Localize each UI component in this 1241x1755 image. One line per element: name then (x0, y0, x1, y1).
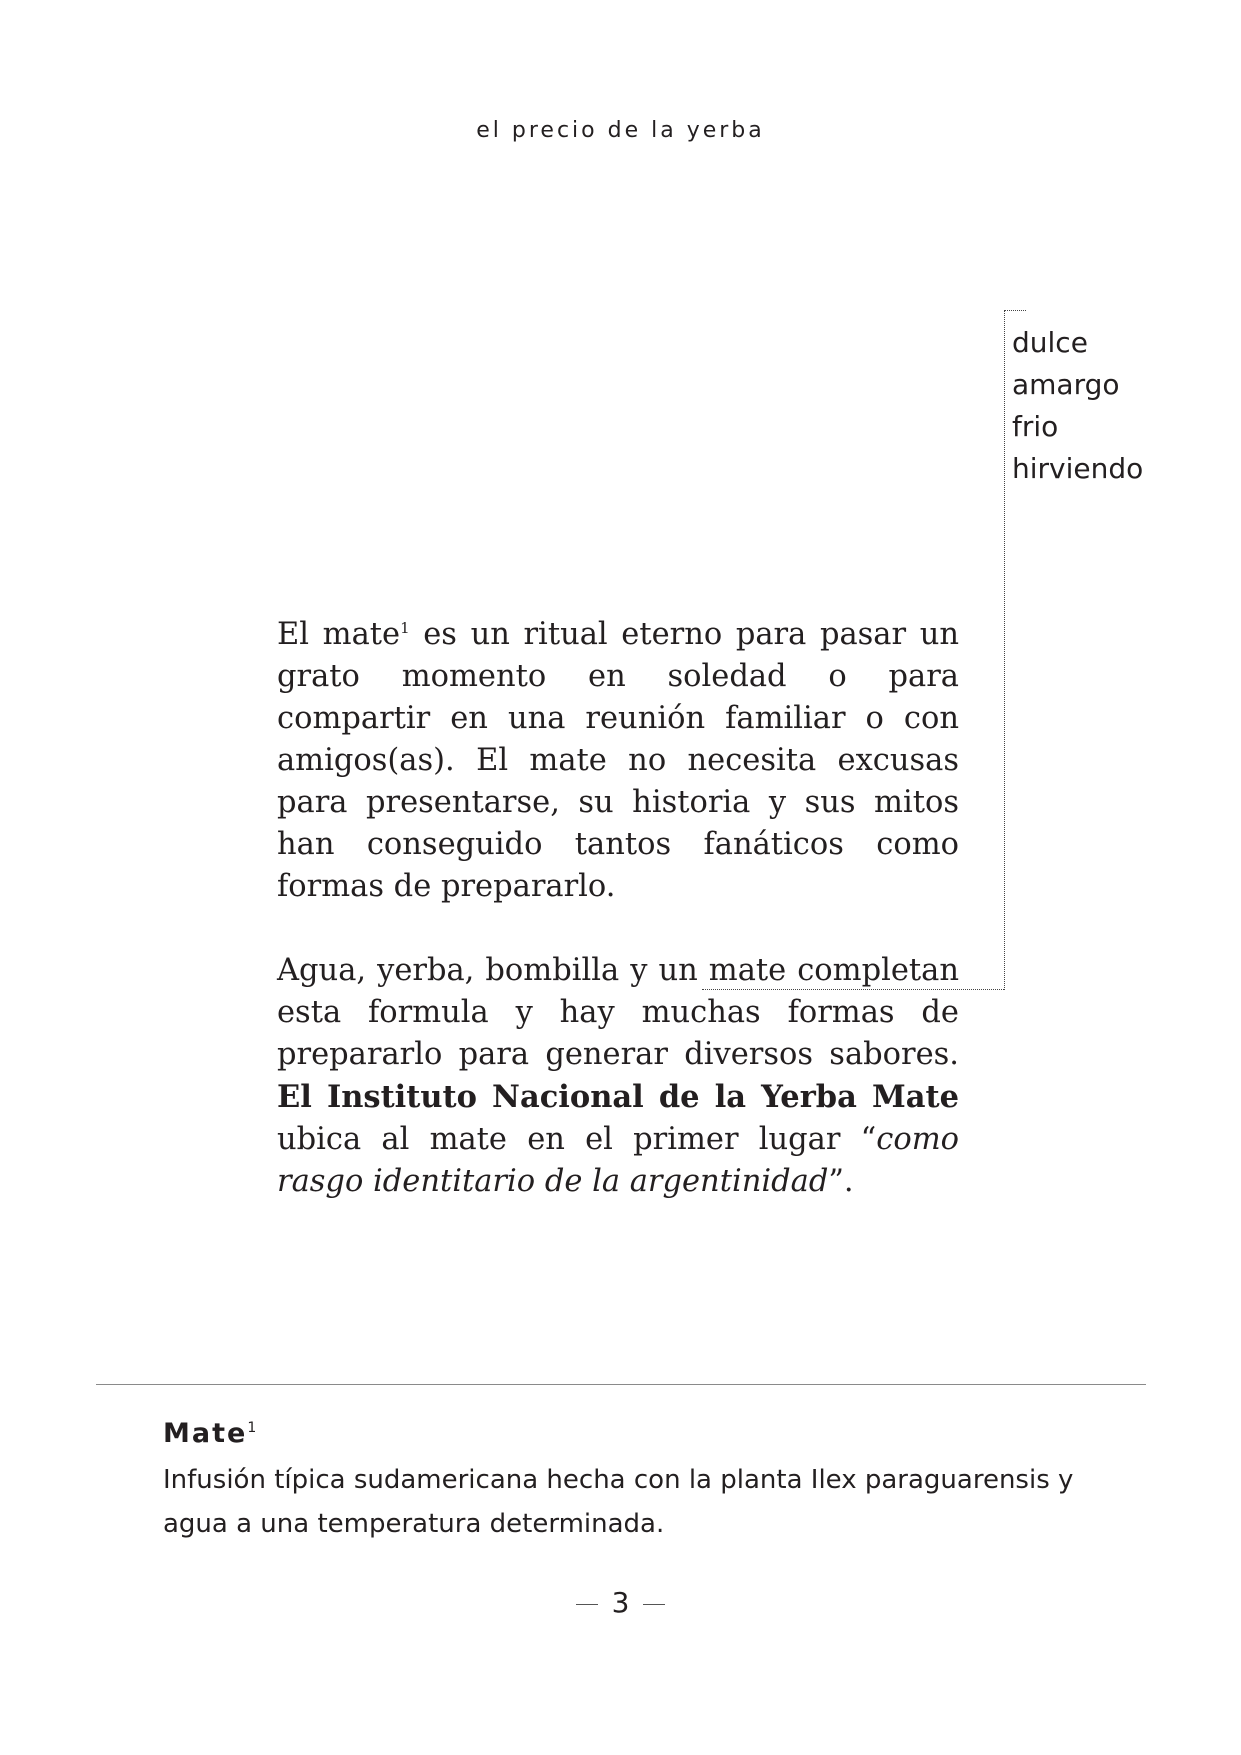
paragraph-2 (277, 950, 959, 1203)
page-number (0, 1586, 1241, 1619)
p2-end: ”. (828, 1164, 854, 1199)
footnote-term-text: Mate (163, 1418, 248, 1449)
p2-mid: para generar diversos sabores. (442, 1037, 959, 1072)
margin-notes (1012, 322, 1143, 490)
body-text (277, 614, 959, 1203)
institute-name: El Instituto Nacional de la Yerba Mate (277, 1079, 959, 1115)
p2-mid2: ubica al mate en el primer lugar “ (277, 1122, 877, 1157)
footnote-term (163, 1418, 258, 1449)
dash-left (576, 1604, 598, 1605)
footnote-ref[interactable]: 1 (400, 618, 410, 637)
paragraph-1 (277, 614, 959, 908)
margin-note-amargo: amargo (1012, 368, 1120, 401)
margin-note-dulce: dulce (1012, 326, 1088, 359)
dash-right (643, 1604, 665, 1605)
margin-note-hirviendo: hirviendo (1012, 452, 1144, 485)
margin-note-frio: frio (1012, 410, 1059, 443)
page-number-text: 3 (611, 1586, 630, 1619)
margin-bracket-line (1004, 310, 1005, 990)
p2-start: Agua, yerba, bombilla y un mate completan esta formula y hay muchas (277, 953, 959, 1030)
quote-italic: como rasgo identitario de la argentinidad (277, 1122, 959, 1199)
footnote-separator (96, 1384, 1146, 1385)
footnote-term-sup: 1 (247, 1420, 259, 1436)
footnote-definition: Infusión típica sudamericana hecha con la planta Ilex paraguarensis y agua a una temperatura determinada. (163, 1465, 1074, 1539)
running-header: el precio de la yerba (476, 118, 765, 143)
p1-rest: es un ritual eterno para pasar un grato momento en soledad o para compartir en una reunión familiar o con amigos(as). El mate no necesita excusas para presentarse, su historia y sus mitos han conseguido tantos fanáticos como formas de prepararlo. (277, 617, 959, 904)
p1-start: El mate (277, 617, 401, 652)
formas-link[interactable]: formas de prepararlo (277, 995, 959, 1072)
margin-bracket-top (1004, 310, 1026, 311)
